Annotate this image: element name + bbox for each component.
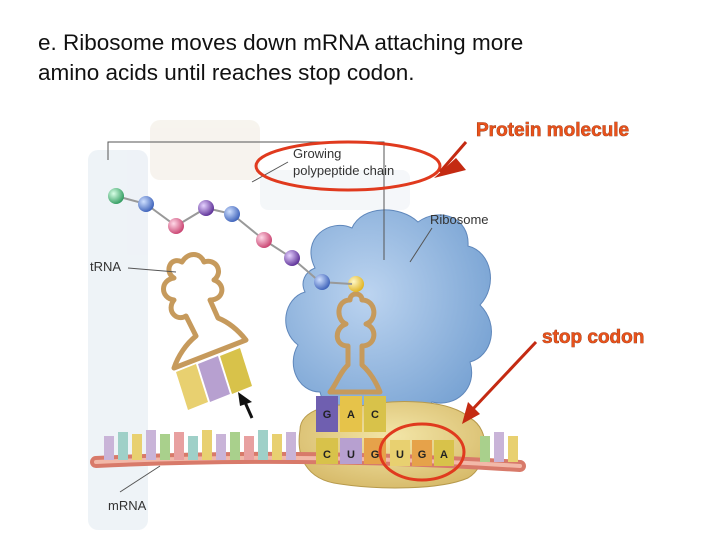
- codon-base-2: U: [347, 449, 355, 461]
- amino-acid-bead: [168, 218, 184, 234]
- amino-acid-bead: [284, 250, 300, 266]
- anticodon-base-1: G: [322, 409, 332, 421]
- amino-acid-bead: [224, 206, 240, 222]
- protein-molecule-label: Protein molecule: [476, 120, 630, 141]
- amino-acid-bead: [314, 274, 330, 290]
- stop-codon-base-3: A: [440, 449, 448, 461]
- amino-acid-bead: [256, 232, 272, 248]
- amino-acid-bead: [108, 188, 124, 204]
- mrna-label: mRNA: [108, 498, 147, 513]
- stop-codon-base-1: U: [396, 449, 404, 461]
- movement-arrow: [238, 392, 252, 418]
- anticodon: [316, 396, 386, 432]
- codon-base-3: G: [370, 449, 380, 461]
- codon-base-1: C: [323, 449, 331, 461]
- amino-acid-bead: [138, 196, 154, 212]
- title-line-2: amino acids until reaches stop codon.: [38, 60, 415, 85]
- stop-codon-label: stop codon: [542, 327, 645, 348]
- trna-label: tRNA: [90, 259, 122, 274]
- anticodon-base-2: A: [347, 409, 355, 421]
- anticodon-base-3: C: [371, 409, 379, 421]
- stop-codon-base-2: G: [417, 449, 427, 461]
- free-trna: [164, 255, 253, 411]
- growing-chain-label-line-2: polypeptide chain: [293, 163, 395, 178]
- ribosome-label: Ribosome: [430, 212, 489, 227]
- growing-chain-label-line-1: Growing: [293, 146, 342, 161]
- title-line-1: e. Ribosome moves down mRNA attaching more: [38, 30, 524, 55]
- amino-acid-bead: [198, 200, 214, 216]
- ribosome-large-subunit: [286, 210, 492, 422]
